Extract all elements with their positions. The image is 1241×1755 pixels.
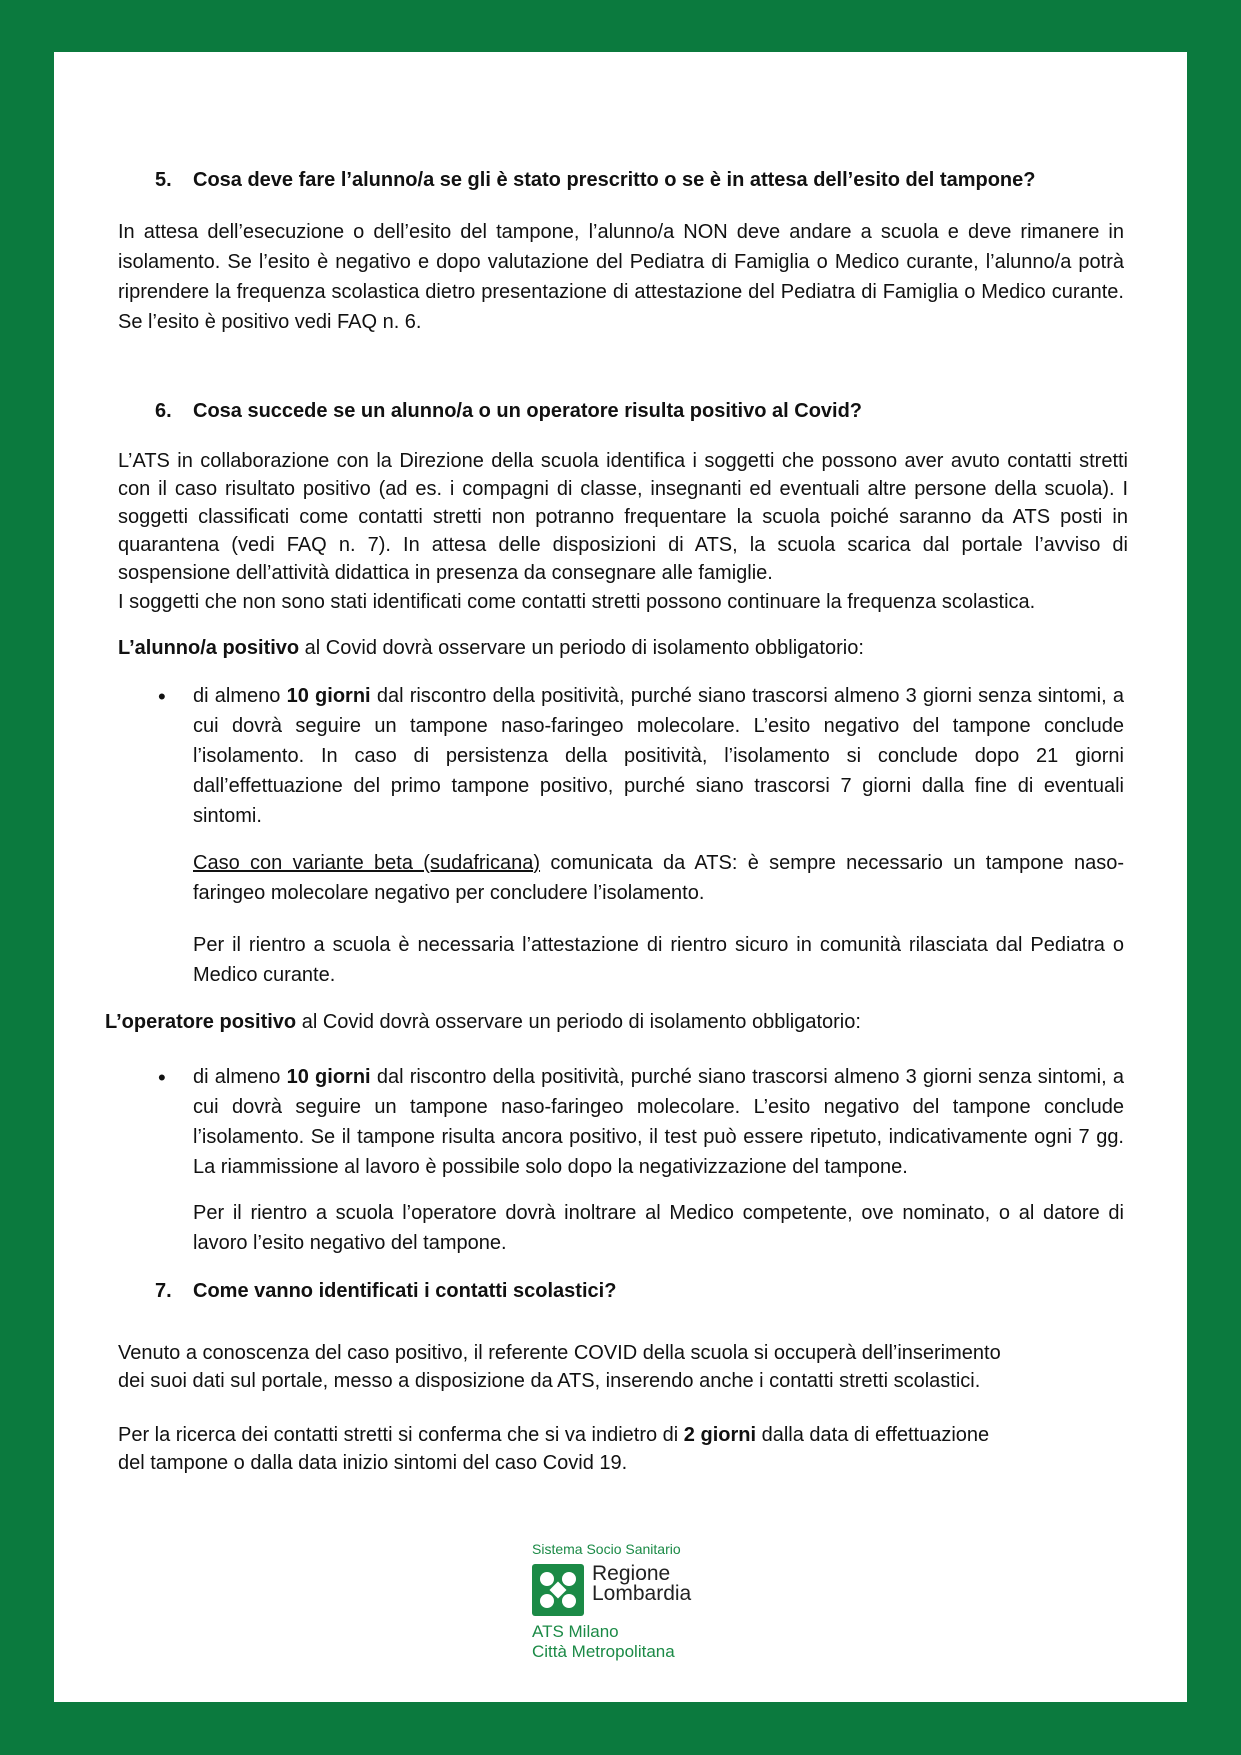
logo-brand-line-2: Lombardia: [592, 1582, 692, 1605]
logo-ats-line-2: Città Metropolitana: [532, 1642, 675, 1661]
faq-5-body: In attesa dell’esecuzione o dell’esito del tampone, l’alunno/a NON deve andare a scuola e deve rimanere in isolamento. Se l’esito è negativo e dopo valutazione del Pediatra di Famiglia o Medico curante, l’alunno/a potrà riprendere la frequenza scolastica dietro presentazione di attestazione del Pediatra di Famiglia o Medico curante. Se l’esito è positivo vedi FAQ n. 6.: [118, 221, 1124, 333]
bullet-icon: •: [158, 684, 166, 709]
variant-note: [193, 848, 1124, 908]
student-rule-subject: L’alunno/a positivo: [118, 637, 300, 659]
faq-7-body-2-line-1: [118, 1420, 989, 1450]
faq-7-heading: [155, 1276, 1155, 1306]
logo-brand: [592, 1564, 691, 1604]
variant-text: comunicata da ATS: è sempre necessario un tampone naso-faringeo molecolare negativo per concludere l’isolamento.: [193, 852, 1124, 904]
faq-7-body-2-line-2: del tampone o dalla data inizio sintomi del caso Covid 19.: [118, 1452, 628, 1474]
variant-label: Caso con variante beta (sudafricana): [193, 852, 541, 874]
regione-lombardia-mark-icon: [532, 1564, 584, 1616]
operator-bullet: [193, 1062, 1124, 1182]
document-page: [54, 52, 1187, 1702]
operator-bullet-text: dal riscontro della positività, purché siano trascorsi almeno 3 giorni senza sintomi, a cui dovrà seguire un tampone naso-faringeo molecolare. L’esito negativo del tampone conclude l’isolamento. Se il tampone risulta ancora positivo, il test può essere ripetuto, indicativamente ogni 7 gg. La riammissione al lavoro è possibile solo dopo la negativizzazione del tampone.: [193, 1066, 1124, 1178]
student-return-note: Per il rientro a scuola è necessaria l’attestazione di rientro sicuro in comunità rilasciata dal Pediatra o Medico curante.: [193, 934, 1124, 986]
faq-7-number: 7.: [155, 1280, 172, 1302]
faq-6-body-2: I soggetti che non sono stati identificati come contatti stretti possono continuare la frequenza scolastica.: [118, 591, 1036, 613]
operator-bullet-pre: di almeno: [193, 1066, 287, 1088]
operator-rule-text: al Covid dovrà osservare un periodo di isolamento obbligatorio:: [296, 1011, 861, 1033]
student-bullet-days: 10 giorni: [286, 685, 371, 707]
faq-5-title: Cosa deve fare l’alunno/a se gli è stato prescritto o se è in attesa dell’esito del tampone?: [193, 169, 1036, 191]
student-bullet-text: dal riscontro della positività, purché siano trascorsi almeno 3 giorni senza sintomi, a cui dovrà seguire un tampone naso-faringeo molecolare. L’esito negativo del tampone conclude l’isolamento. In caso di persistenza della positività, l’isolamento si conclude dopo 21 giorni dall’effettuazione del primo tampone positivo, purché siano trascorsi 7 giorni dalla fine di eventuali sintomi.: [193, 685, 1124, 827]
logo-brand-line-1: Regione: [592, 1562, 671, 1585]
student-bullet-pre: di almeno: [193, 685, 287, 707]
faq-7-days: 2 giorni: [683, 1424, 757, 1446]
faq-7-body-1-line-2: dei suoi dati sul portale, messo a disposizione da ATS, inserendo anche i contatti stretti scolastici.: [118, 1370, 981, 1392]
faq-7-title: Come vanno identificati i contatti scolastici?: [193, 1280, 617, 1302]
faq-5-number: 5.: [155, 169, 172, 191]
operator-rule-intro: [105, 1007, 1125, 1037]
faq-6-title: Cosa succede se un alunno/a o un operatore risulta positivo al Covid?: [193, 400, 863, 422]
faq-6-heading: [155, 396, 1155, 426]
student-rule-intro: [118, 633, 1128, 663]
faq-6-body-1: L’ATS in collaborazione con la Direzione della scuola identifica i soggetti che possono aver avuto contatti stretti con il caso risultato positivo (ad es. i compagni di classe, insegnanti ed eventuali altre persone della scuola). I soggetti classificati come contatti stretti non potranno frequentare la scuola poiché saranno da ATS posti in quarantena (vedi FAQ n. 7). In attesa delle disposizioni di ATS, la scuola scarica dal portale l’avviso di sospensione dell’attività didattica in presenza da consegnare alle famiglie.: [118, 450, 1128, 584]
operator-bullet-days: 10 giorni: [286, 1066, 371, 1088]
logo-ats-line-1: ATS Milano: [532, 1622, 619, 1641]
faq-7-body-2-pre: Per la ricerca dei contatti stretti si conferma che si va indietro di: [118, 1424, 684, 1446]
student-rule-text: al Covid dovrà osservare un periodo di isolamento obbligatorio:: [299, 637, 864, 659]
student-bullet: [193, 681, 1124, 831]
bullet-icon: •: [158, 1065, 166, 1090]
operator-rule-subject: L’operatore positivo: [105, 1011, 297, 1033]
faq-7-body-2-rest: dalla data di effettuazione: [756, 1424, 990, 1446]
faq-6-number: 6.: [155, 400, 172, 422]
logo-ats: [532, 1622, 675, 1662]
faq-7-body-1-line-1: Venuto a conoscenza del caso positivo, il referente COVID della scuola si occuperà dell’inserimento: [118, 1342, 1001, 1364]
operator-return-note: Per il rientro a scuola l’operatore dovrà inoltrare al Medico competente, ove nominato, o al datore di lavoro l’esito negativo del tampone.: [193, 1202, 1124, 1254]
logo-sistema-text: Sistema Socio Sanitario: [532, 1541, 681, 1557]
faq-5-heading: [155, 165, 1155, 195]
